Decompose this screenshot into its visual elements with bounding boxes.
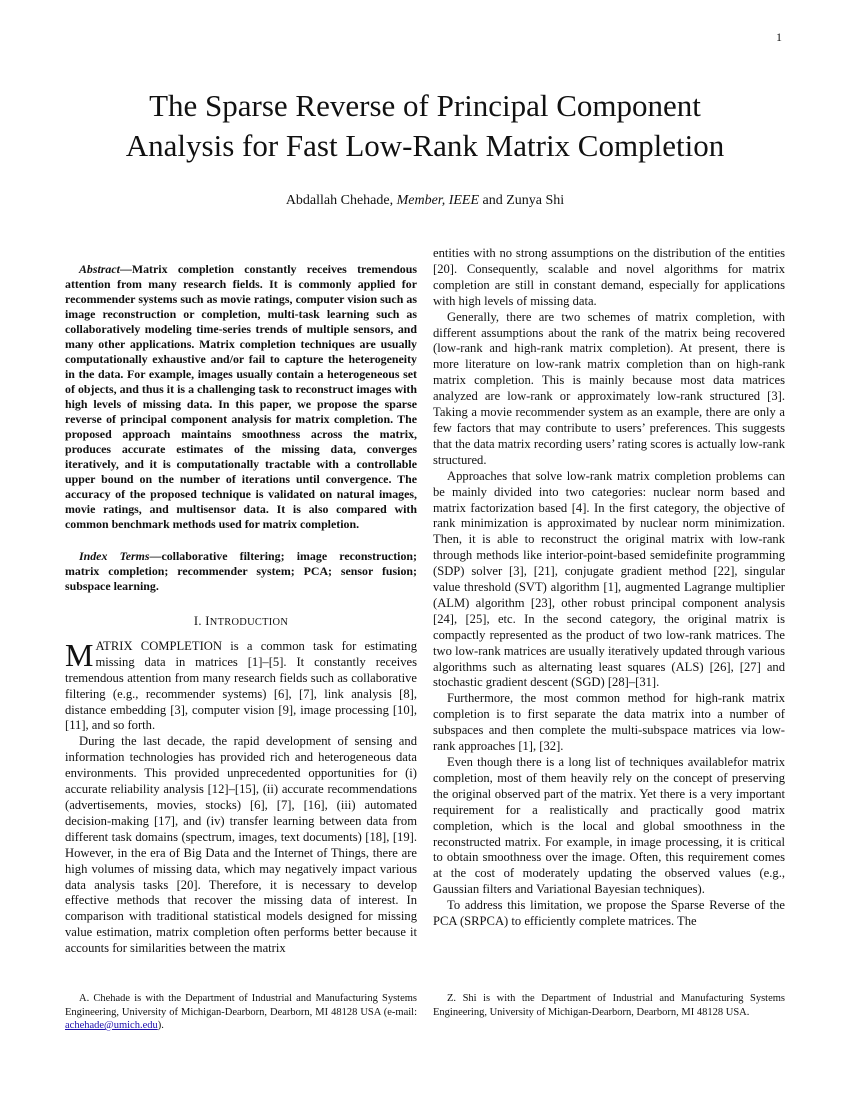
footnote-right bbox=[433, 992, 785, 1019]
section-initial: I bbox=[205, 614, 210, 628]
abstract bbox=[65, 262, 417, 532]
right-paragraph-5: Even though there is a long list of techniques availablefor matrix completion, most of them heavily rely on the concept of preserving the original observed part of the matrix. Yet there is a very important requirement for a realistically and practically good matrix completion, which is the local and global smoothness in the reconstructed matrix. For example, in image processing, it is critical to obtain smoothness over the image. Often, this requirement comes at the cost of moderately updating the observed values (e.g., Gaussian filters and Variational Bayesian techniques). bbox=[433, 755, 785, 897]
index-terms bbox=[65, 549, 417, 594]
footnote-left-text: A. Chehade is with the Department of Industrial and Manufacturing Systems Engineering, University of Michigan-Dearborn, Dearborn, MI 48128 USA (e-mail: bbox=[65, 993, 417, 1018]
author-name-2: and Zunya Shi bbox=[479, 193, 565, 208]
footnote-left bbox=[65, 992, 417, 1033]
index-terms-label: Index Terms bbox=[79, 549, 150, 563]
index-terms-dash: — bbox=[149, 549, 162, 563]
footnote-left-end: ). bbox=[157, 1020, 164, 1031]
section-title-smallcaps: NTRODUCTION bbox=[209, 617, 289, 628]
title-line-1: The Sparse Reverse of Principal Component bbox=[149, 88, 701, 123]
right-paragraph-2: Generally, there are two schemes of matrix completion, with different assumptions about the rank of the matrix being recovered (low-rank and high-rank matrix completion). At present, there is more literature on low-rank matrix completion than on high-rank matrix completion. This is mainly because most data matrices analyzed are low-rank or approximately low-rank structured [3]. Taking a movie recommender system as an example, there are only a few factors that may contribute to users’ preferences. This suggests that the data matrix recording users’ rating scores is actually low-rank structured. bbox=[433, 309, 785, 467]
title-line-2: Analysis for Fast Low-Rank Matrix Completion bbox=[125, 128, 725, 163]
intro-paragraph-1 bbox=[65, 636, 417, 734]
footnote-right-text: Z. Shi is with the Department of Industrial and Manufacturing Systems Engineering, University of Michigan-Dearborn, Dearborn, MI 48128 USA. bbox=[433, 993, 785, 1018]
paper-title bbox=[60, 86, 790, 166]
abstract-text: Matrix completion constantly receives tremendous attention from many research fields. It is commonly applied for recommender systems such as movie ratings, computer vision such as image reconstruction or completion, multi-task learning such as collaboratively modeling time-series trends of multiple sensors, and many other applications. Matrix completion techniques are usually computationally exhaustive and/or fail to capture the heterogeneity in the data. For example, images usually contain a heterogeneous set of objects, and thus it is a challenging task to reconstruct images with high levels of missing data. In this paper, we propose the sparse reverse of principal component analysis for matrix completion. The proposed approach maintains smoothness across the matrix, produces accurate estimates of the missing data, converges iteratively, and it is computationally tractable with a controllable upper bound on the number of iterations until convergence. The accuracy of the proposed technique is validated on natural images, movie ratings, and multisensor data. It is also compared with common benchmark methods used for matrix completion. bbox=[65, 262, 417, 531]
footnote-left-paragraph bbox=[65, 992, 417, 1033]
right-paragraph-4: Furthermore, the most common method for high-rank matrix completion is to first separate the data matrix into a number of subspaces and then complete the multi-subspace matrices via low-rank approaches [1], [32]. bbox=[433, 691, 785, 754]
abstract-dash: — bbox=[119, 262, 132, 276]
author-email-link[interactable]: achehade@umich.edu bbox=[65, 1020, 158, 1031]
author-name-1: Abdallah Chehade, bbox=[285, 193, 397, 208]
right-paragraph-3: Approaches that solve low-rank matrix completion problems can be mainly divided into two categories: nuclear norm based and matrix factorization based [4]. In the first category, the objective of rank minimization is approximated by nuclear norm minimization. Then, it is able to reconstruct the original matrix with low-rank through methods like interior-point-based semidefinite programming (SDP) solver [3], [21], conjugate gradient method [22], singular value threshold (SVT) algorithm [1], augmented Lagrange multiplier (ALM) algorithm [23], other robust principal component analysis [24], [25], etc. In the second category, the original matrix is compactly represented as the product of two low-rank matrices. The two low-rank matrices are usually iteratively updated through various algorithms such as alternating least squares (ALS) [26], [27] and stochastic gradient descent (SGD) [28]–[31]. bbox=[433, 468, 785, 690]
abstract-label: Abstract bbox=[79, 262, 120, 276]
intro-paragraph-1-text: ATRIX COMPLETION is a common task for estimating missing data in matrices [1]–[5]. It constantly receives tremendous attention from many research fields such as collaborative filtering (e.g., recommender systems) [6], [7], link analysis [8], distance embedding [3], computer vision [9], image processing [10], [11], and so forth. bbox=[65, 638, 417, 733]
section-numeral: I. bbox=[193, 614, 206, 628]
section-heading-introduction bbox=[65, 614, 417, 631]
right-column bbox=[433, 246, 785, 930]
author-membership: Member, IEEE bbox=[396, 193, 480, 208]
drop-cap: M bbox=[65, 636, 94, 673]
right-paragraph-6: To address this limitation, we propose the Sparse Reverse of the PCA (SRPCA) to efficiently complete matrices. The bbox=[433, 898, 785, 929]
page-number: 1 bbox=[776, 30, 782, 44]
intro-paragraph-2: During the last decade, the rapid development of sensing and information technologies has provided rich and heterogeneous data environments. This provided unprecedented opportunities for (i) accurate reliability analysis [12]–[15], (ii) accurate recommendations (advertisements, movies, stocks) [6], [7], [16], (iii) automated decision-making [17], and (iv) transfer learning between data from different task domains (spectrum, images, text documents) [18], [19]. However, in the era of Big Data and the Internet of Things, there are high volumes of missing data, which may negatively impact various data analysis tasks [20]. Therefore, it is necessary to develop effective methods that recover the missing data of interest. In comparison with traditional statistical models designed for missing value estimation, matrix completion often performs better because it accounts for similarities between the matrix bbox=[65, 734, 417, 956]
author-line bbox=[60, 193, 790, 209]
left-column bbox=[65, 262, 417, 957]
right-paragraph-1: entities with no strong assumptions on the distribution of the entities [20]. Consequently, scalable and novel algorithms for matrix completion are still in constant demand, especially for applications with high levels of missing data. bbox=[433, 246, 785, 308]
index-terms-text: collaborative filtering; image reconstruction; matrix completion; recommender system; PCA; sensor fusion; subspace learning. bbox=[65, 549, 417, 593]
